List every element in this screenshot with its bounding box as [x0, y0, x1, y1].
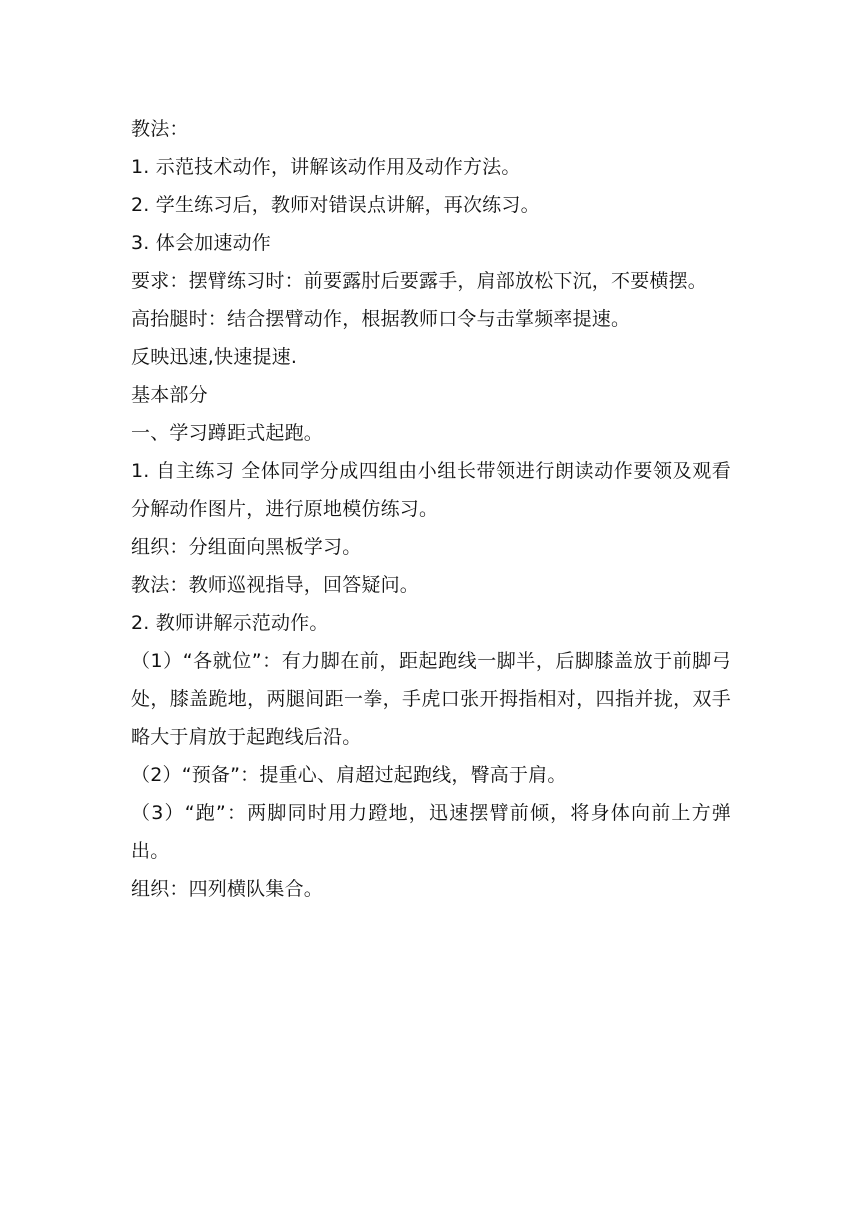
paragraph-go: （3）“跑”：两脚同时用力蹬地，迅速摆臂前倾，将身体向前上方弹出。 [131, 802, 731, 862]
paragraph-basic-section-heading: 基本部分 [131, 384, 208, 406]
paragraph-organization-groups: 组织：分组面向黑板学习。 [131, 536, 362, 558]
paragraph-requirements-arm-swing: 要求：摆臂练习时：前要露肘后要露手，肩部放松下沉，不要横摆。 [131, 270, 708, 292]
document-body [131, 110, 731, 908]
paragraph-teaching-method-heading: 教法： [131, 118, 189, 140]
paragraph-method-step-2: 2. 学生练习后，教师对错误点讲解，再次练习。 [131, 194, 540, 216]
paragraph-on-your-marks: （1）“各就位”：有力脚在前，距起跑线一脚半，后脚膝盖放于前脚弓处，膝盖跪地，两腿间距一拳，手虎口张开拇指相对，四指并拢，双手略大于肩放于起跑线后沿。 [131, 650, 731, 748]
paragraph-self-practice: 1. 自主练习 全体同学分成四组由小组长带领进行朗读动作要领及观看分解动作图片，进行原地模仿练习。 [131, 460, 731, 520]
paragraph-organization-lines: 组织：四列横队集合。 [131, 878, 324, 900]
paragraph-get-set: （2）“预备”：提重心、肩超过起跑线，臀高于肩。 [131, 764, 567, 786]
paragraph-crouch-start-heading: 一、学习蹲距式起跑。 [131, 422, 324, 444]
paragraph-teaching-patrol: 教法：教师巡视指导，回答疑问。 [131, 574, 420, 596]
paragraph-high-knee: 高抬腿时：结合摆臂动作，根据教师口令与击掌频率提速。 [131, 308, 631, 330]
paragraph-method-step-1: 1. 示范技术动作，讲解该动作用及动作方法。 [131, 156, 521, 178]
paragraph-demonstration: 2. 教师讲解示范动作。 [131, 612, 329, 634]
paragraph-quick-reaction: 反映迅速,快速提速. [131, 346, 298, 368]
paragraph-method-step-3: 3. 体会加速动作 [131, 232, 271, 254]
